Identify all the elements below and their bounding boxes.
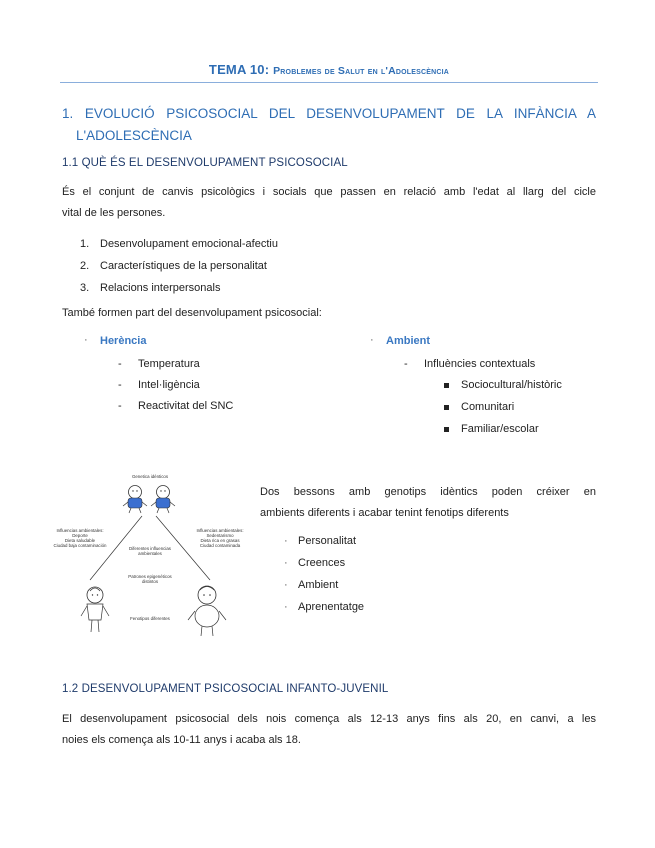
svg-text:ambientales: ambientales	[138, 551, 162, 556]
bullet-dot: ·	[370, 334, 374, 346]
section-1-heading: 1. EVOLUCIÓ PSICOSOCIAL DEL DESENVOLUPAMENT DE LA INFÀNCIA A	[62, 106, 596, 121]
section-1-1-heading: 1.1 QUÈ ÉS EL DESENVOLUPAMENT PSICOSOCIAL	[62, 157, 348, 169]
svg-text:Sedentarismo: Sedentarismo	[206, 533, 234, 538]
list-item: · Creences	[284, 557, 346, 569]
svg-text:Ciudad baja contaminación: Ciudad baja contaminación	[53, 543, 107, 548]
svg-text:Deporte: Deporte	[72, 533, 88, 538]
bullet-dot: ·	[84, 334, 88, 346]
child-thin-icon	[81, 587, 109, 632]
list-item: · Aprenentatge	[284, 601, 365, 613]
heredity-item: - Temperatura	[118, 358, 200, 370]
intro-paragraph: També formen part del desenvolupament psicosocial:	[62, 307, 322, 319]
definition-line-2: vital de les persones.	[62, 207, 166, 219]
twins-paragraph: Dos bessons amb genotips idèntics poden créixer en ambients diferents i acabar tenint fenotips diferents	[260, 486, 596, 519]
svg-text:Influencias ambientales:: Influencias ambientales:	[196, 528, 244, 533]
environment-item: - Influències contextuals	[404, 358, 536, 370]
twins-bullet-list	[284, 530, 364, 618]
svg-text:Dieta saludable: Dieta saludable	[64, 538, 96, 543]
figure-label-top: Genetica idénticos	[131, 474, 169, 479]
title-prefix: TEMA 10:	[208, 62, 274, 77]
svg-text:Influencias ambientales:: Influencias ambientales:	[56, 528, 104, 533]
svg-text:Fenotipos diferentes: Fenotipos diferentes	[130, 616, 170, 621]
square-bullet-icon	[444, 383, 449, 388]
svg-text:Dieta rica en grasas: Dieta rica en grasas	[200, 538, 240, 543]
section-1-heading-continuation: L'ADOLESCÈNCIA	[76, 128, 192, 143]
heredity-heading: Herència	[100, 335, 147, 347]
list-item: 3. Relacions interpersonals	[80, 282, 221, 294]
environment-heading: Ambient	[386, 335, 430, 347]
list-item: 2. Característiques de la personalitat	[80, 260, 267, 272]
section-1-2-line-1: El desenvolupament psicosocial dels nois comença als 12-13 anys fins als 20, en canvi, a les	[62, 713, 596, 725]
environment-subitem: Comunitari	[444, 397, 514, 418]
title-rest: Problemes de Salut en l'Adolescència	[273, 65, 450, 77]
environment-subitem: Sociocultural/històric	[444, 375, 562, 396]
child-heavy-icon	[188, 586, 226, 636]
svg-text:Ciudad contaminada: Ciudad contaminada	[199, 543, 241, 548]
environment-subitem: Familiar/escolar	[444, 419, 539, 440]
list-item: · Personalitat	[284, 535, 357, 547]
baby-twin-left-icon	[123, 486, 147, 514]
heredity-item: - Intel·ligència	[118, 379, 200, 391]
list-item: 1. Desenvolupament emocional-afectiu	[80, 238, 278, 250]
svg-text:distintos: distintos	[141, 579, 159, 584]
list-item: · Ambient	[284, 579, 339, 591]
section-1-2-heading: 1.2 DESENVOLUPAMENT PSICOSOCIAL INFANTO-JUVENIL	[62, 683, 389, 695]
title-divider	[60, 82, 598, 83]
square-bullet-icon	[444, 427, 449, 432]
document-title	[60, 62, 598, 77]
baby-twin-right-icon	[151, 486, 175, 514]
ordered-list	[80, 233, 278, 299]
twins-diagram	[50, 470, 250, 648]
svg-text:Diferentes influencias: Diferentes influencias	[129, 546, 171, 551]
square-bullet-icon	[444, 405, 449, 410]
heredity-item: - Reactivitat del SNC	[118, 400, 234, 412]
definition-line-1: És el conjunt de canvis psicològics i socials que passen en relació amb l'edat al llarg del cicle	[62, 186, 596, 198]
svg-text:Patrones epigenéticos: Patrones epigenéticos	[128, 574, 172, 579]
section-1-2-line-2: noies els comença als 10-11 anys i acaba als 18.	[62, 734, 301, 746]
